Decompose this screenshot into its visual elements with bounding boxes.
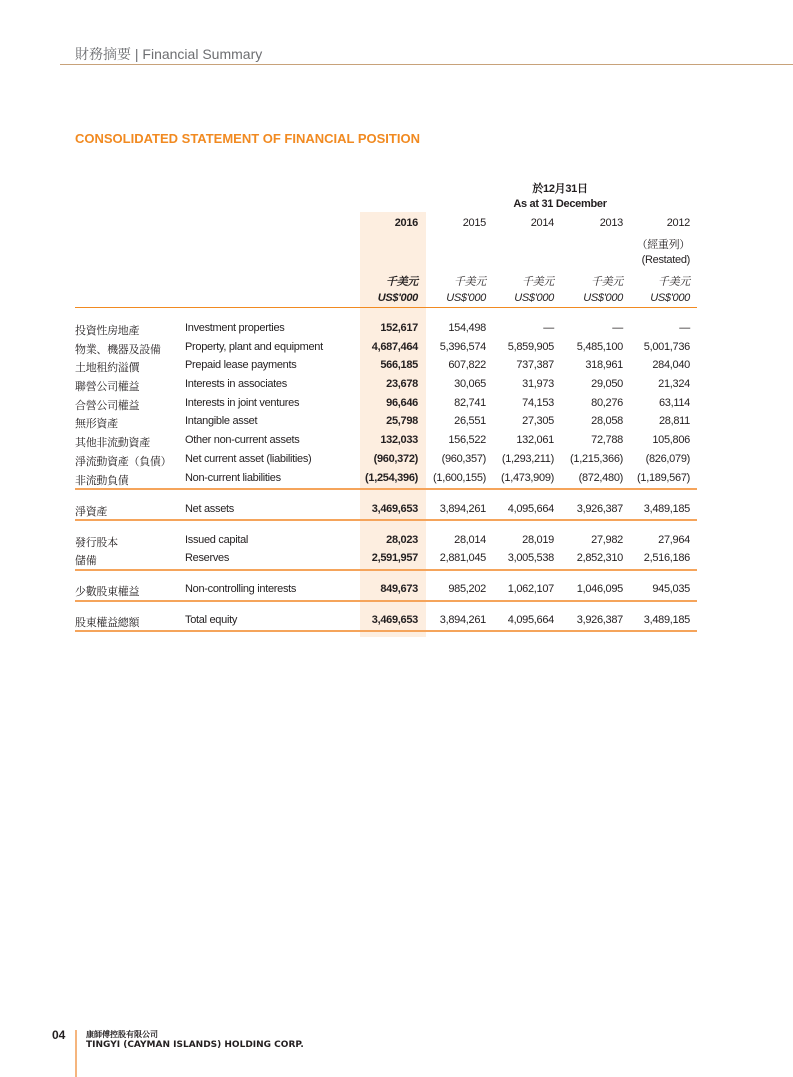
table-divider [75, 600, 697, 602]
table-cell: 5,859,905 [507, 341, 554, 353]
table-cell: 2,516,186 [643, 552, 690, 564]
column-unit-cn: 千美元 [385, 276, 418, 288]
table-cell: (1,189,567) [637, 472, 690, 484]
row-label-cn: 其他非流動資產 [75, 437, 150, 449]
row-label-cn: 土地租約溢價 [75, 362, 140, 374]
table-cell: 21,324 [658, 378, 690, 390]
table-cell: 3,489,185 [643, 614, 690, 626]
table-cell: (960,357) [441, 453, 486, 465]
table-cell: 72,788 [591, 434, 623, 446]
table-cell: (960,372) [373, 453, 418, 465]
table-cell: 30,065 [454, 378, 486, 390]
table-cell: 28,811 [658, 415, 690, 427]
row-label-en: Net assets [185, 503, 234, 515]
row-label-cn: 淨資產 [75, 506, 108, 518]
table-cell: 27,305 [522, 415, 554, 427]
table-divider [75, 488, 697, 490]
row-label-en: Issued capital [185, 534, 249, 546]
row-label-en: Interests in joint ventures [185, 397, 300, 409]
column-note-en: (Restated) [641, 254, 690, 266]
row-label-cn: 儲備 [75, 555, 97, 567]
company-name-en: TINGYI (CAYMAN ISLANDS) HOLDING CORP. [86, 1040, 304, 1050]
table-cell: 82,741 [454, 397, 486, 409]
table-cell: 566,185 [380, 359, 418, 371]
column-unit-en: US$'000 [583, 292, 623, 304]
row-label-en: Reserves [185, 552, 230, 564]
table-cell: (1,254,396) [365, 472, 418, 484]
section-title: CONSOLIDATED STATEMENT OF FINANCIAL POSITION [75, 131, 420, 146]
table-cell: 4,095,664 [507, 614, 554, 626]
table-cell: 2,591,957 [371, 552, 418, 564]
table-cell: 5,485,100 [576, 341, 623, 353]
table-divider [75, 569, 697, 571]
table-cell: 74,153 [522, 397, 554, 409]
row-label-cn: 股東權益總額 [75, 617, 140, 629]
table-divider [75, 519, 697, 521]
column-year: 2015 [462, 217, 486, 229]
row-label-en: Investment properties [185, 322, 285, 334]
row-label-en: Intangible asset [185, 415, 258, 427]
table-cell: (1,473,909) [501, 472, 554, 484]
table-cell: 25,798 [386, 415, 418, 427]
column-unit-cn: 千美元 [590, 276, 623, 288]
row-label-cn: 少數股東權益 [75, 586, 140, 598]
table-cell: 849,673 [380, 583, 418, 595]
table-divider [75, 630, 697, 632]
table-cell: 3,469,653 [371, 614, 418, 626]
column-unit-cn: 千美元 [657, 276, 690, 288]
table-cell: 132,033 [380, 434, 418, 446]
row-label-cn: 無形資產 [75, 418, 118, 430]
row-label-en: Property, plant and equipment [185, 341, 323, 353]
column-year: 2014 [530, 217, 554, 229]
table-cell: 1,046,095 [576, 583, 623, 595]
table-cell: 5,396,574 [439, 341, 486, 353]
column-unit-cn: 千美元 [453, 276, 486, 288]
row-label-en: Net current asset (liabilities) [185, 453, 312, 465]
table-cell: 27,982 [591, 534, 623, 546]
table-cell: 3,926,387 [576, 614, 623, 626]
row-label-cn: 淨流動資產（負債） [75, 456, 172, 468]
table-divider [75, 307, 697, 308]
table-cell: 63,114 [658, 397, 690, 409]
table-cell: 31,973 [522, 378, 554, 390]
table-cell: 607,822 [448, 359, 486, 371]
column-year: 2016 [394, 217, 418, 229]
table-cell: (826,079) [645, 453, 690, 465]
row-label-cn: 發行股本 [75, 537, 118, 549]
column-unit-en: US$'000 [514, 292, 554, 304]
row-label-en: Total equity [185, 614, 238, 626]
column-unit-en: US$'000 [650, 292, 690, 304]
footer-divider [75, 1030, 77, 1077]
column-unit-cn: 千美元 [521, 276, 554, 288]
company-name-cn: 康師傅控股有限公司 [86, 1030, 158, 1039]
table-cell: 4,095,664 [507, 503, 554, 515]
row-label-en: Prepaid lease payments [185, 359, 297, 371]
row-label-cn: 物業、機器及設備 [75, 344, 161, 356]
table-cell: (1,293,211) [501, 453, 554, 465]
column-year: 2012 [666, 217, 690, 229]
row-label-en: Non-current liabilities [185, 472, 281, 484]
table-cell: (1,215,366) [570, 453, 623, 465]
table-cell: — [612, 322, 623, 334]
table-cell: 2,852,310 [576, 552, 623, 564]
table-cell: 737,387 [516, 359, 554, 371]
table-cell: 3,469,653 [371, 503, 418, 515]
period-en: As at 31 December [513, 198, 607, 210]
table-cell: 26,551 [454, 415, 486, 427]
column-unit-en: US$'000 [446, 292, 486, 304]
column-note-cn: （經重列） [636, 239, 690, 251]
row-label-en: Interests in associates [185, 378, 287, 390]
table-cell: 28,058 [591, 415, 623, 427]
table-cell: 96,646 [386, 397, 418, 409]
table-cell: 28,014 [454, 534, 486, 546]
row-label-cn: 投資性房地產 [75, 325, 140, 337]
column-unit-en: US$'000 [377, 292, 418, 304]
table-cell: 318,961 [585, 359, 623, 371]
row-label-cn: 非流動負債 [75, 475, 129, 487]
table-cell: (872,480) [578, 472, 623, 484]
table-cell: 29,050 [591, 378, 623, 390]
table-cell: 23,678 [386, 378, 418, 390]
page-number: 04 [52, 1028, 66, 1042]
table-cell: 1,062,107 [507, 583, 554, 595]
table-cell: 3,926,387 [576, 503, 623, 515]
table-cell: 3,005,538 [507, 552, 554, 564]
period-cn: 於12月31日 [532, 183, 588, 195]
table-cell: 105,806 [652, 434, 690, 446]
row-label-cn: 合營公司權益 [75, 400, 140, 412]
table-cell: 3,894,261 [439, 503, 486, 515]
table-cell: 154,498 [448, 322, 486, 334]
row-label-en: Other non-current assets [185, 434, 300, 446]
table-cell: 3,489,185 [643, 503, 690, 515]
row-label-cn: 聯營公司權益 [75, 381, 140, 393]
table-cell: — [543, 322, 554, 334]
table-cell: 284,040 [652, 359, 690, 371]
table-cell: 28,023 [386, 534, 418, 546]
table-cell: 5,001,736 [643, 341, 690, 353]
table-cell: — [679, 322, 690, 334]
table-cell: 985,202 [448, 583, 486, 595]
table-cell: 945,035 [652, 583, 690, 595]
row-label-en: Non-controlling interests [185, 583, 297, 595]
table-cell: 4,687,464 [371, 341, 418, 353]
page-header: 財務摘要 | Financial Summary [75, 46, 263, 62]
column-year: 2013 [599, 217, 623, 229]
header-divider [60, 64, 793, 65]
table-cell: 156,522 [448, 434, 486, 446]
table-cell: 80,276 [591, 397, 623, 409]
table-cell: 28,019 [522, 534, 554, 546]
table-cell: (1,600,155) [433, 472, 486, 484]
table-cell: 3,894,261 [439, 614, 486, 626]
table-cell: 152,617 [380, 322, 418, 334]
table-cell: 2,881,045 [439, 552, 486, 564]
table-cell: 27,964 [658, 534, 690, 546]
table-cell: 132,061 [516, 434, 554, 446]
